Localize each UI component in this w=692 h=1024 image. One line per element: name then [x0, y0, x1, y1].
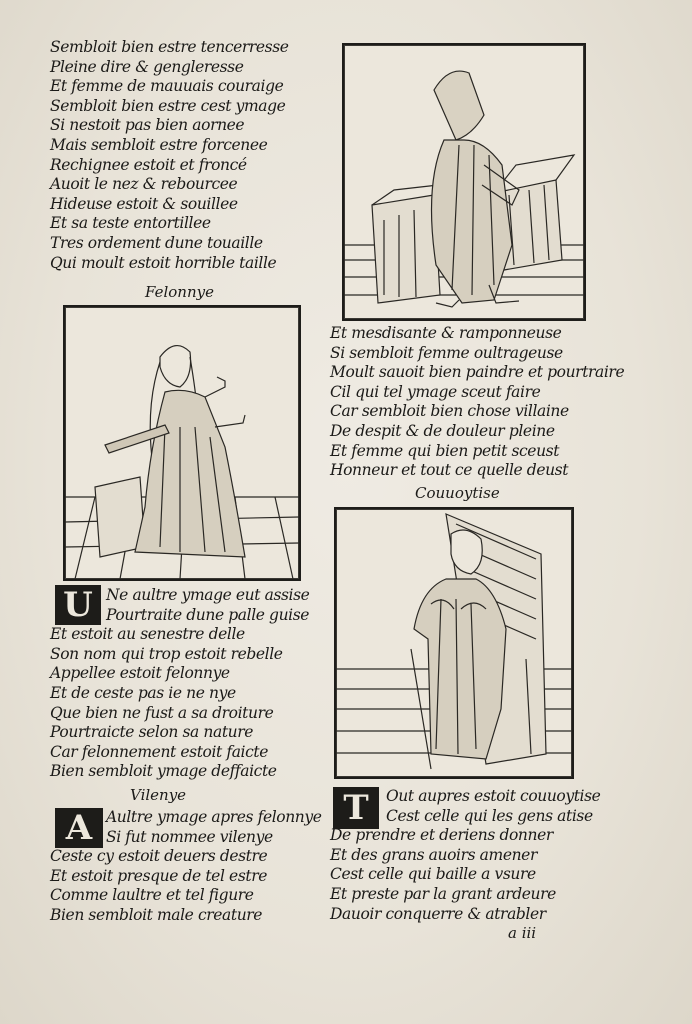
woodcut-felonnye-figure: [63, 305, 301, 581]
decorated-initial-u: U: [55, 585, 101, 625]
text-line: Pleine dire & gengleresse: [50, 57, 244, 76]
text-line: Son nom qui trop estoit rebelle: [50, 644, 283, 663]
text-line: Bien sembloit male creature: [50, 905, 263, 924]
text-line: Auoit le nez & rebourcee: [50, 175, 238, 194]
text-line: Rechignee estoit et froncé: [50, 155, 247, 174]
signature-mark: a iii: [508, 924, 537, 942]
text-line: Ceste cy estoit deuers destre: [50, 847, 268, 866]
text-line: Cest celle qui baille a vsure: [330, 865, 536, 884]
left-top-text: [50, 38, 310, 273]
text-line: Cil qui tel ymage sceut faire: [330, 382, 541, 401]
woodcut-illustration: [65, 307, 299, 579]
section-heading-vilenye: Vilenye: [130, 786, 187, 804]
text-line: Aultre ymage apres felonnye: [106, 808, 322, 826]
text-line: Et de ceste pas ie ne nye: [50, 683, 236, 702]
text-line: Sembloit bien estre tencerresse: [50, 38, 289, 56]
text-line: Out aupres estoit couuoytise: [386, 787, 601, 805]
woodcut-illustration: [336, 509, 572, 777]
text-line: Que bien ne fust a sa droiture: [50, 703, 274, 722]
text-line: Sembloit bien estre cest ymage: [50, 96, 286, 115]
left-stanza-2: [50, 808, 330, 926]
section-heading-couuoytise: Couuoytise: [415, 484, 500, 502]
text-line: Et femme qui bien petit sceust: [330, 441, 560, 460]
text-line: Et estoit presque de tel estre: [50, 866, 267, 885]
text-line: Comme laultre et tel figure: [50, 886, 254, 905]
text-line: De despit & de douleur pleine: [330, 421, 555, 440]
text-line: Bien sembloit ymage deffaicte: [50, 762, 277, 781]
right-stanza-4: [330, 787, 620, 924]
text-line: Et estoit au senestre delle: [50, 625, 245, 644]
decorated-initial-a: A: [55, 808, 103, 848]
text-line: Car felonnement estoit faicte: [50, 742, 269, 761]
section-heading-felonnye: Felonnye: [145, 283, 214, 301]
left-stanza-1: [50, 586, 320, 782]
text-line: Dauoir conquerre & atrabler: [330, 904, 546, 923]
woodcut-couuoytise-figure: [334, 507, 574, 779]
text-line: Si fut nommee vilenye: [106, 827, 273, 846]
text-line: Mais sembloit estre forcenee: [50, 135, 268, 154]
woodcut-illustration: [344, 45, 584, 319]
text-line: Car sembloit bien chose villaine: [330, 402, 569, 421]
text-line: Et preste par la grant ardeure: [330, 884, 556, 903]
text-line: Pourtraicte selon sa nature: [50, 723, 254, 742]
text-line: Pourtraite dune palle guise: [106, 605, 310, 624]
text-line: Si nestoit pas bien aornee: [50, 116, 245, 135]
text-line: Ne aultre ymage eut assise: [106, 586, 310, 604]
text-line: Et des grans auoirs amener: [330, 845, 537, 864]
text-line: Tres ordement dune touaille: [50, 233, 263, 252]
text-line: Et sa teste entortillee: [50, 214, 211, 233]
woodcut-hatred-figure: [342, 43, 586, 321]
text-line: Et mesdisante & ramponneuse: [330, 324, 562, 342]
decorated-initial-t: T: [333, 787, 379, 829]
right-stanza-3: [330, 324, 625, 481]
text-line: De prendre et deriens donner: [330, 826, 553, 845]
text-line: Hideuse estoit & souillee: [50, 194, 238, 213]
text-line: Appellee estoit felonnye: [50, 664, 230, 683]
text-line: Et femme de mauuais couraige: [50, 77, 284, 96]
text-line: Si sembloit femme oultrageuse: [330, 343, 563, 362]
text-line: Qui moult estoit horrible taille: [50, 253, 277, 272]
text-line: Cest celle qui les gens atise: [386, 806, 593, 825]
text-line: Honneur et tout ce quelle deust: [330, 461, 569, 480]
text-line: Moult sauoit bien paindre et pourtraire: [330, 363, 625, 382]
